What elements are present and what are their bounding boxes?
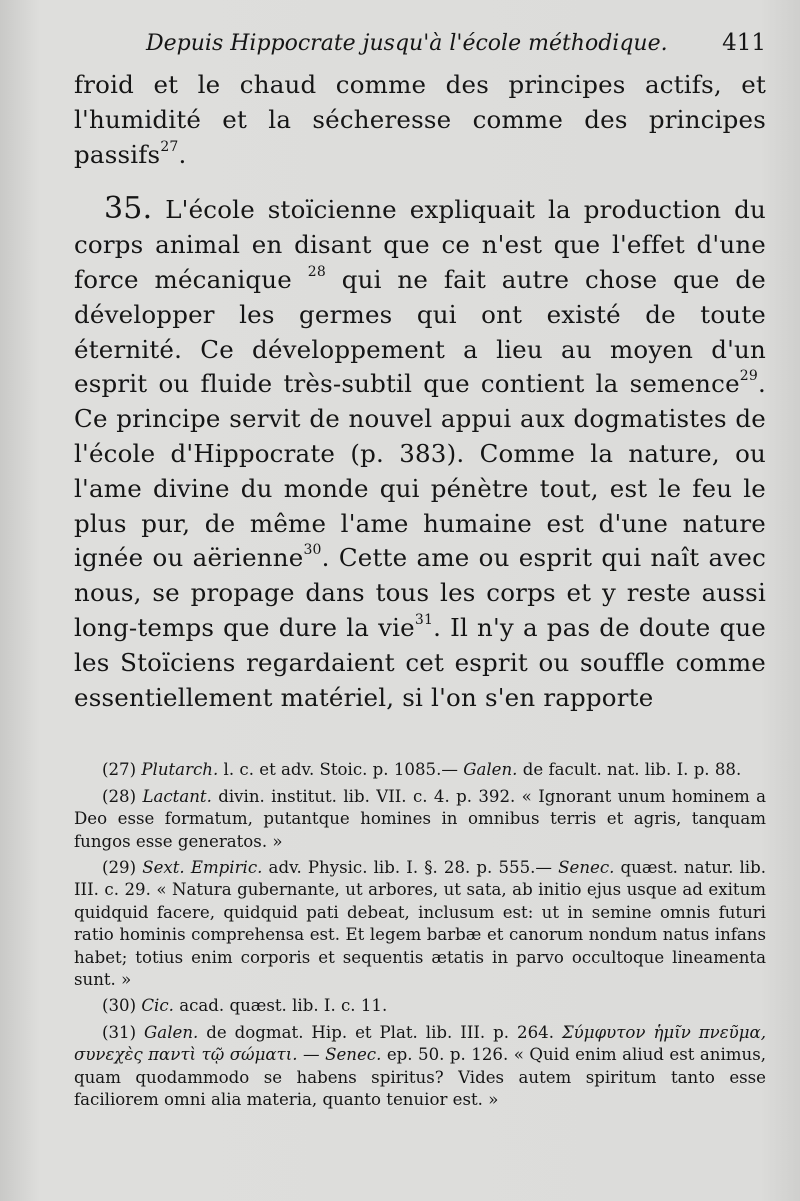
paragraph-section-35: 35. L'école stoïcienne expliquait la production du corps animal en disant que ce n'est que l'effet d'une force mécanique $^{28}$ qui ne fait autre chose que de développer les germes qui ont existé de toute éternité. Ce développement a lieu au moyen d'un esprit ou fluide très-subtil que contient la semence$^{29}$. Ce principe servit de nouvel appui aux dogmatistes de l'école d'Hippocrate (p. 383). Comme la nature, ou l'ame divine du monde qui pénètre tout, est le feu le plus pur, de même l'ame humaine est d'une nature ignée ou aërienne$^{30}$. Cette ame ou esprit qui naît avec nous, se propage dans tous les corps et y reste aussi long-temps que dure la vie$^{31}$. Il n'y a pas de doute que les Stoïciens regardaient cet esprit ou souffle comme essentiellement matériel, si l'on s'en rapporte xyxy=(74,191,767,712)
footnotes xyxy=(74,759,766,1111)
section-number: 35. xyxy=(104,191,153,227)
running-title: Depuis Hippocrate jusqu'à l'école méthodique. xyxy=(146,31,668,56)
running-header xyxy=(146,30,766,68)
paragraph-continuation: froid et le chaud comme des principes actifs, et l'humidité et la sécheresse comme des principes passifs$^{27}$. xyxy=(74,70,766,169)
footnote-28: (28) Lactant. divin. institut. lib. VII. c. 4. p. 392. « Ignorant unum hominem a Deo esse formatum, putantque homines in omnibus terris et agris, tanquam fungos esse generatos. » xyxy=(74,786,766,851)
footnote-ref-28: 28 xyxy=(307,263,326,280)
footnote-ref-29: 29 xyxy=(739,368,758,385)
footnote-30: (30) Cic. acad. quæst. lib. I. c. 11. xyxy=(102,996,388,1016)
footnote-31: (31) Galen. de dogmat. Hip. et Plat. lib. III. p. 264. Σύμφυτον ἡμῖν πνεῦμα, συνεχὲς παντὶ τῷ σώματι. — Senec. ep. 50. p. 126. « Quid enim aliud est animus, quam quodammodo se habens spiritus? Vides autem spiritum tanto esse faciliorem omni alia materia, quanto tenuior est. » xyxy=(74,1022,766,1110)
footnote-ref-31: 31 xyxy=(414,611,434,628)
page-number: 411 xyxy=(722,30,766,56)
main-text xyxy=(74,68,766,715)
footnote-27: (27) Plutarch. l. c. et adv. Stoic. p. 1085.— Galen. de facult. nat. lib. I. p. 88. xyxy=(102,760,742,780)
footnote-ref-30: 30 xyxy=(303,542,322,559)
footnote-ref-27: 27 xyxy=(160,138,179,155)
footnote-29: (29) Sext. Empiric. adv. Physic. lib. I. §. 28. p. 555.— Senec. quæst. natur. lib. III. c. 29. « Natura gubernante, ut arbores, ut sata, ab initio ejus usque ad exitum quidquid facere, quidquid pati debeat, inclusum est: ut in semine omnis futuri ratio hominis comprehensa est. Et legem barbæ et canorum nondum natus infans habet; totius enim corporis et sequentis ætatis in parvo occultoque lineamenta sunt. » xyxy=(74,857,766,989)
greek-quotation: Σύμφυτον ἡμῖν πνεῦμα, συνεχὲς παντὶ τῷ σώματι. xyxy=(74,1022,766,1065)
